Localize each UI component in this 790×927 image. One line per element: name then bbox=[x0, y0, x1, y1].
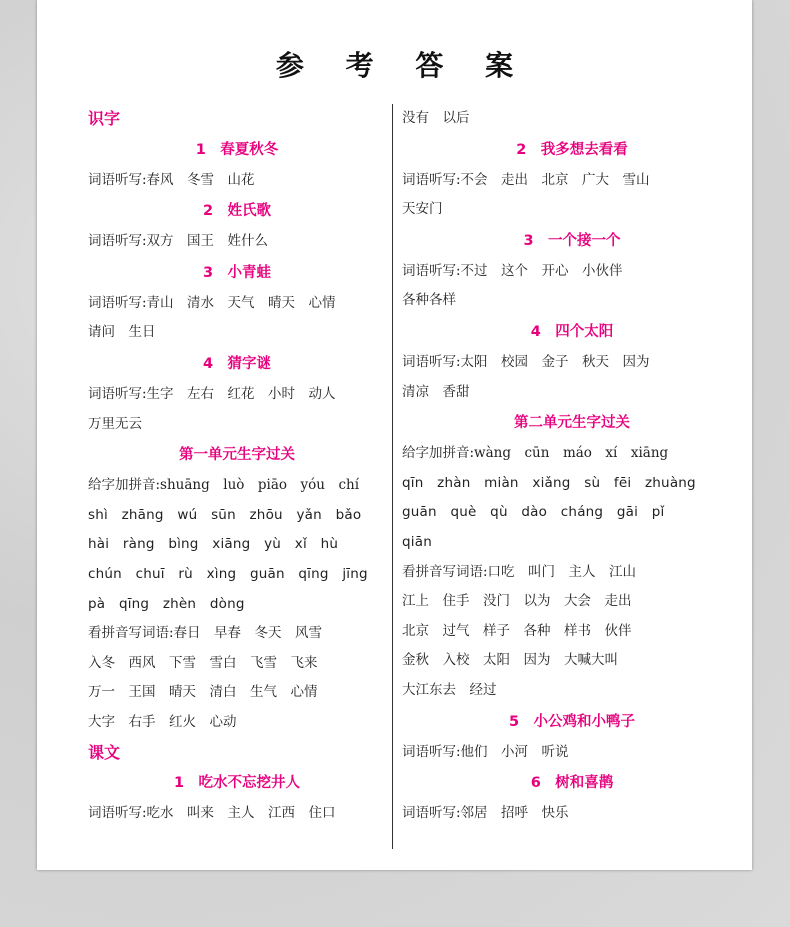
answer-line: 万一 王国 晴天 清白 生气 心情 bbox=[88, 684, 318, 701]
right-column bbox=[402, 104, 742, 829]
answer-line: 清凉 香甜 bbox=[402, 383, 470, 400]
answer-line: 看拼音写词语:春日 早春 冬天 风雪 bbox=[88, 625, 323, 642]
pinyin-line: hài ràng bìng xiāng yù xǐ hù bbox=[88, 536, 339, 553]
page-title: 参 考 答 案 bbox=[275, 49, 530, 82]
lesson-heading: 3 小青蛙 bbox=[202, 264, 272, 281]
pinyin-line: qīn zhàn miàn xiǎng sù fēi zhuàng bbox=[402, 474, 696, 491]
lesson-heading: 第一单元生字过关 bbox=[179, 447, 295, 464]
answer-line: 词语听写:双方 国王 姓什么 bbox=[88, 233, 269, 250]
answer-line: 入冬 西风 下雪 雪白 飞雪 飞来 bbox=[88, 654, 318, 671]
answer-line: 天安门 bbox=[402, 201, 443, 218]
answer-line: 大字 右手 红火 心动 bbox=[88, 713, 237, 730]
answer-line: 江上 住手 没门 以为 大会 走出 bbox=[402, 593, 632, 610]
answer-line: 没有 以后 bbox=[402, 110, 470, 126]
left-column bbox=[88, 104, 386, 829]
lesson-heading: 2 我多想去看看 bbox=[516, 141, 628, 158]
answer-line: 北京 过气 样子 各种 样书 伙伴 bbox=[402, 622, 632, 639]
section-heading: 识字 bbox=[88, 109, 121, 128]
pinyin-line: guān què qù dào cháng gāi pǐ bbox=[402, 504, 665, 521]
pinyin-line: chún chuī rù xìng guān qīng jīng bbox=[88, 565, 368, 582]
pinyin-line: shì zhāng wú sūn zhōu yǎn bǎo bbox=[88, 506, 362, 523]
lesson-heading: 2 姓氏歌 bbox=[202, 203, 272, 220]
answer-line: 词语听写:生字 左右 红花 小时 动人 bbox=[88, 385, 336, 402]
lesson-heading: 4 四个太阳 bbox=[530, 323, 614, 340]
answer-line: 看拼音写词语:口吃 叫门 主人 江山 bbox=[402, 563, 637, 580]
answer-line: 词语听写:吃水 叫来 主人 江西 住口 bbox=[88, 805, 336, 822]
answer-line: 各种各样 bbox=[402, 292, 456, 309]
answer-line: 词语听写:太阳 校园 金子 秋天 因为 bbox=[402, 353, 650, 370]
lesson-heading: 第二单元生字过关 bbox=[514, 415, 630, 432]
answer-line: 金秋 入校 太阳 因为 大喊大叫 bbox=[402, 652, 618, 669]
answer-line: 词语听写:他们 小河 听说 bbox=[402, 743, 569, 760]
answer-line: 词语听写:不过 这个 开心 小伙伴 bbox=[402, 262, 623, 279]
lesson-heading: 4 猜字谜 bbox=[202, 355, 272, 372]
lesson-heading: 1 吃水不忘挖井人 bbox=[173, 775, 301, 792]
lesson-heading: 5 小公鸡和小鸭子 bbox=[508, 713, 636, 730]
answer-line: 词语听写:邻居 招呼 快乐 bbox=[402, 805, 569, 822]
pinyin-line: qiān bbox=[402, 533, 432, 550]
answer-line: 请问 生日 bbox=[88, 324, 156, 341]
pinyin-line: pà qīng zhèn dòng bbox=[88, 595, 245, 612]
answer-line: 万里无云 bbox=[88, 415, 142, 432]
section-heading: 课文 bbox=[88, 742, 121, 762]
answer-line: 词语听写:不会 走出 北京 广大 雪山 bbox=[402, 171, 650, 188]
answer-line: 给字加拼音:shuāng luò piāo yóu chí bbox=[88, 477, 360, 494]
lesson-heading: 1 春夏秋冬 bbox=[195, 141, 279, 158]
lesson-heading: 6 树和喜鹊 bbox=[530, 775, 614, 792]
answer-line: 给字加拼音:wàng cūn máo xí xiāng bbox=[402, 445, 669, 462]
answer-page bbox=[37, 0, 752, 870]
answer-line: 词语听写:青山 清水 天气 晴天 心情 bbox=[88, 294, 336, 311]
lesson-heading: 3 一个接一个 bbox=[523, 232, 621, 249]
answer-line: 大江东去 经过 bbox=[402, 681, 497, 698]
answer-line: 词语听写:春风 冬雪 山花 bbox=[88, 171, 255, 188]
column-divider bbox=[392, 104, 393, 849]
